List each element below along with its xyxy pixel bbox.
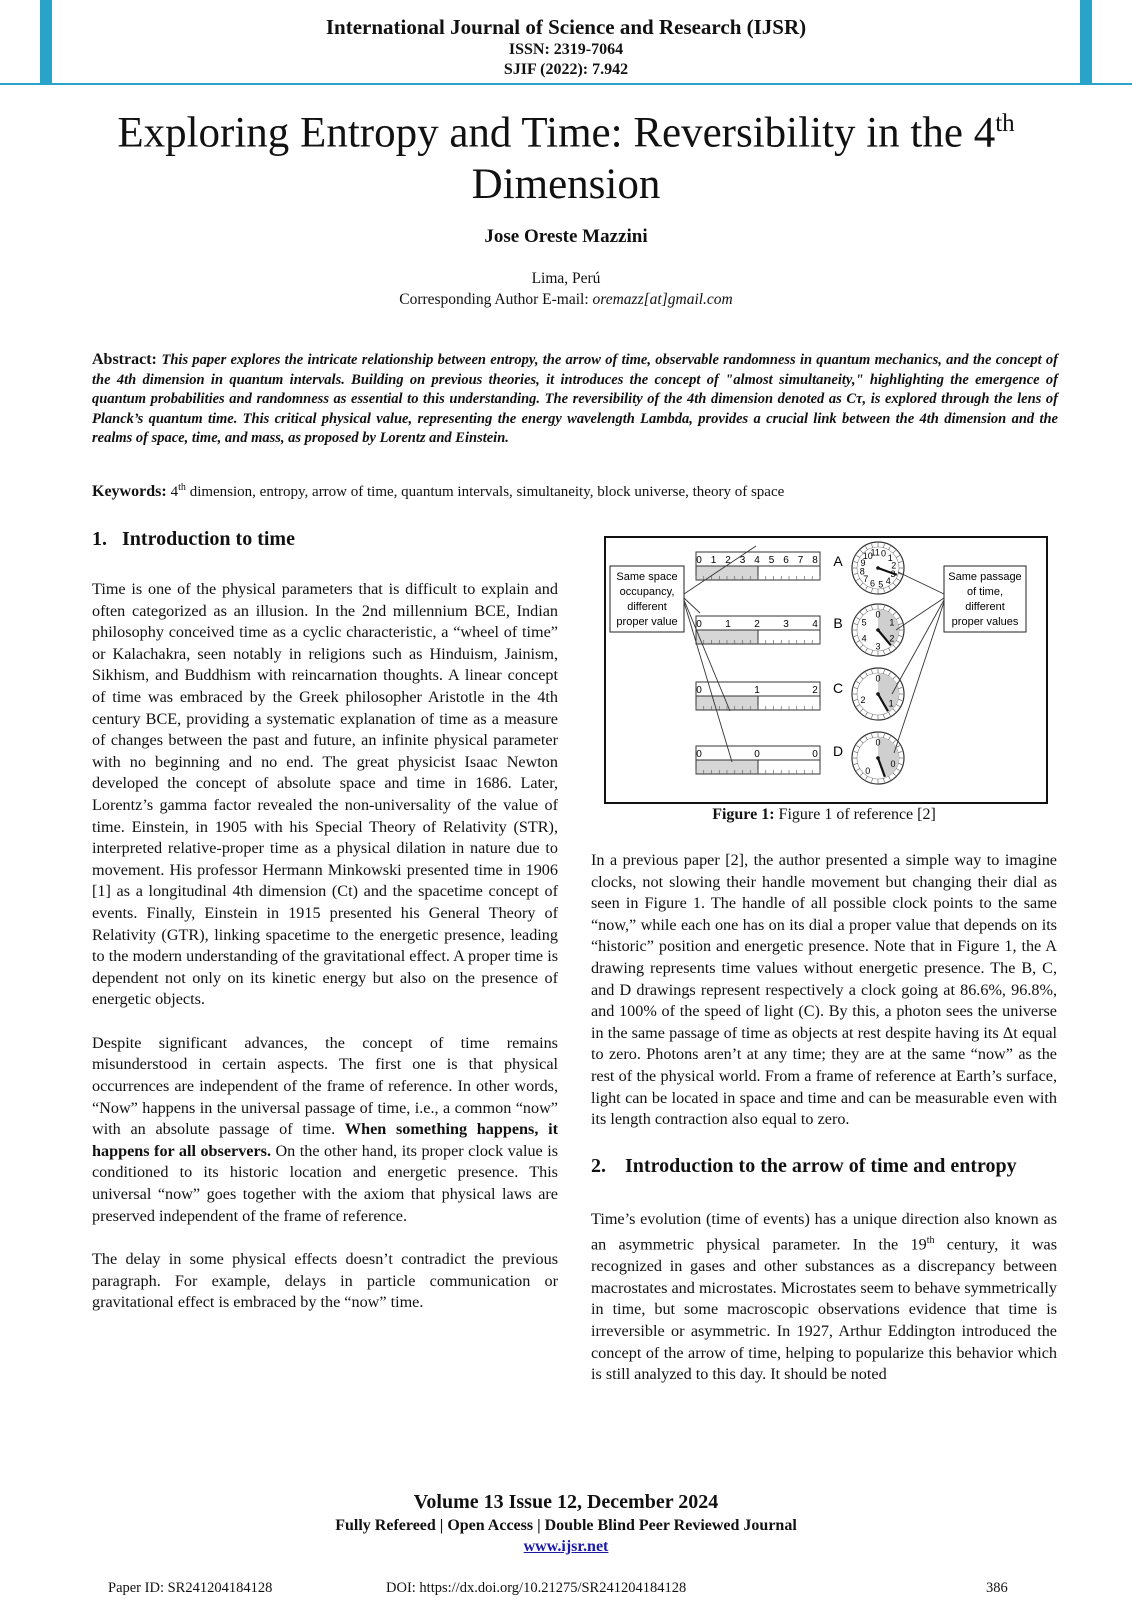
s2-part-b: century, it was recognized in gases and other substances as a discrepancy between macrostates and microstates. Microstates seem to behave symmetrically in time, but some macroscopic observations evidence that time is irreversible or asymmetric. In 1927, Arthur Eddington introduced the concept of the arrow of time, helping to popularize this behavior which is still analyzed to this day. It should be noted: [591, 1235, 1058, 1384]
ruler-a-label: 1: [710, 555, 717, 566]
keywords-text: dimension, entropy, arrow of time, quantum intervals, simultaneity, block universe, theory of space: [185, 484, 785, 500]
keywords-sup: th: [178, 482, 186, 493]
left-box-line-1: Same space: [616, 571, 678, 583]
dial-c-label: 0: [875, 673, 881, 684]
ruler-c-label: 0: [696, 685, 702, 696]
email-link[interactable]: oremazz[at]gmail.com: [592, 291, 733, 308]
left-box-line-2: occupancy,: [619, 586, 675, 598]
rulers: [696, 552, 820, 774]
journal-sjif: SJIF (2022): 7.942: [503, 61, 629, 78]
section2-heading: [591, 1153, 1057, 1179]
ruler-d-label: 0: [696, 749, 702, 760]
affiliation: [0, 268, 1132, 310]
ruler-b-label: 3: [783, 619, 789, 630]
row-label-b: B: [833, 615, 843, 631]
right-label-box: [944, 566, 1026, 632]
dial-b-label: 2: [889, 633, 895, 644]
journal-issn: ISSN: 2319-7064: [508, 41, 624, 58]
left-column: [92, 526, 558, 1336]
dial-a-label: 2: [891, 560, 897, 571]
footer: [0, 1490, 1132, 1557]
right-box-line-2: of time,: [966, 586, 1004, 598]
right-paragraph-1: In a previous paper [2], the author presented a simple way to imagine clocks, not slowing their handle movement but changing their dial as seen in Figure 1. The handle of all possible clock points to the same “now,” while each one has on its dial a proper value that depends on its “historic” position and energetic presence. Note that in Figure 1, the A drawing represents time values without energetic presence. The B, C, and D drawings represent respectively a clock going at 86.6%, 96.8%, and 100% of the speed of light (C). By this, a photon sees the universe in the same passage of time as objects at rest despite having its Δt equal to zero. Photons aren’t at any time; they are at the same “now” as the rest of the physical world. From a frame of reference at Earth’s surface, light can be located in space and time and can be measurable even with its length contraction also equal to zero.: [591, 851, 1057, 1129]
ruler-a-label: 6: [783, 555, 789, 566]
author-email-line: [0, 289, 1132, 310]
dial-b-label: 1: [889, 617, 895, 628]
ruler-d-label: 0: [754, 749, 760, 760]
dial-a-label: 0: [880, 548, 886, 559]
right-box-line-4: proper values: [951, 616, 1019, 628]
dial-d: [852, 732, 904, 784]
keywords: [92, 482, 1058, 501]
ruler-c-label: 1: [754, 685, 760, 696]
title-part1: Exploring Entropy and Time: Reversibility in the 4: [117, 109, 996, 157]
dial-c-label: 2: [860, 694, 866, 705]
dial-a-label: 7: [863, 573, 869, 584]
p2-part-c: On the other hand, its proper clock value is conditioned to its historic location and energetic presence. This universal “now” goes together with the axiom that physical laws are preserved independent of the frame of reference.: [92, 1141, 558, 1225]
section1-title: Introduction to time: [122, 528, 295, 550]
dial-a-label: 5: [878, 579, 884, 590]
title-sup: th: [995, 110, 1015, 137]
dial-c: [852, 668, 904, 720]
dial-a-label: 1: [887, 553, 893, 564]
dial-a-label: 9: [860, 558, 866, 569]
doi-link[interactable]: DOI: https://dx.doi.org/10.21275/SR241204184128: [386, 1580, 687, 1596]
dial-a-label: 10: [862, 551, 873, 562]
row-label-d: D: [832, 743, 844, 759]
row-label-a: A: [833, 553, 843, 569]
paper-title: [60, 98, 1072, 211]
email-label: Corresponding Author E-mail:: [399, 291, 593, 308]
section1-paragraph-1: Time is one of the physical parameters that is difficult to explain and often categorized as an illusion. In the 2nd millennium BCE, Indian philosophy conceived time as a cyclic characteristic, a “wheel of time” or Kalachakra, seen notably in religions such as Hinduism, Jainism, Sikhism, and Buddhism with reincarnation thoughts. A linear concept of time was embraced by the Greek philosopher Aristotle in the 4th century BCE, providing a systematic explanation of time as a measure of changes between the past and future, an infinite physical parameter with no beginning and no end. The great physicist Isaac Newton developed the concept of absolute space and time in 1686. Later, Lorentz’s gamma factor revealed the non-universality of the value of time. Einstein, in 1905 with his Special Theory of Relativity (STR), interpreted relative-proper time as a physical dilation in nature due to movement. His professor Hermann Minkowski presented time in 1906 [1] as a longitudinal 4th dimension (Ct) and the spacetime concept of events. Finally, Einstein in 1915 presented his General Theory of Relativity (GTR), linking spacetime to the energetic presence, leading to the modern understanding of the gravitational effect. A proper time is dependent not only on its kinetic energy but also on the presence of energetic objects.: [92, 580, 558, 1009]
figure-1-caption: [591, 806, 1057, 824]
dial-d-label: 0: [865, 765, 871, 776]
p2-part-a: Despite significant advances, the concept of time remains misunderstood in certain aspects. The first one is that physical occurrences are independent of the frame of reference. In other words, “Now” happens in the universal passage of time, i.e., a common “now” with an absolute passage of time.: [92, 1033, 558, 1139]
ruler-a-label: 7: [797, 555, 804, 566]
ruler-a-label: 8: [812, 555, 818, 566]
s2-part-a: Time’s evolution (time of events) has a unique direction also known as an asymmetric physical parameter. In the 19: [591, 1209, 1057, 1254]
section1-paragraph-2: [92, 1033, 558, 1227]
figure-caption-text: Figure 1 of reference [2]: [774, 806, 936, 823]
row-letters: [833, 553, 843, 759]
dial-a-label: 8: [859, 566, 865, 577]
ruler-d-label: 0: [812, 749, 818, 760]
ruler-b-label: 0: [696, 619, 702, 630]
ruler-b-label: 2: [754, 619, 760, 630]
section1-paragraph-3: The delay in some physical effects doesn’t contradict the previous paragraph. For example, delays in particle communication or gravitational effect is embraced by the “now” time.: [92, 1250, 558, 1312]
section1-heading: [92, 526, 558, 552]
p2-bold: When something happens, it happens for all observers.: [92, 1120, 558, 1160]
ruler-a-label: 0: [696, 555, 702, 566]
section2-paragraph-1: [591, 1209, 1057, 1386]
abstract: [92, 350, 1058, 449]
footer-site-link[interactable]: www.ijsr.net: [523, 1538, 609, 1555]
ruler-a-label: 5: [768, 555, 775, 566]
section2-title: Introduction to the arrow of time and entropy: [625, 1154, 1017, 1177]
title-part2: Dimension: [471, 161, 661, 209]
author-location: Lima, Perú: [531, 270, 601, 287]
s2-sup: th: [926, 1235, 935, 1247]
page-number: 386: [986, 1580, 1008, 1596]
figure-1-drawing: [606, 538, 1046, 802]
keywords-label: Keywords:: [92, 483, 171, 500]
dial-a-label: 6: [870, 578, 876, 589]
dial-a: [852, 542, 904, 594]
section2-num: 2.: [591, 1154, 606, 1177]
dial-d-label: 0: [875, 737, 881, 748]
dial-b-label: 3: [875, 641, 881, 652]
ruler-c-label: 2: [812, 685, 818, 696]
abstract-text: This paper explores the intricate relationship between entropy, the arrow of time, observable randomness in quantum mechanics, and the concept of the 4th dimension in quantum intervals. Building on previous theories, it introduces the concept of "almost simultaneity," highlighting the emergence of quantum probabilities and randomness as essential to this understanding. The reversibility of the 4th dimension denoted as Cτ, is explored through the lens of Planck’s quantum time. This critical physical value, representing the energy wavelength Lambda, provides a crucial link between the 4th dimension and the realms of space, time, and mass, as proposed by Lorentz and Einstein.: [92, 352, 1058, 447]
ruler-a-label: 3: [739, 555, 746, 566]
row-label-c: C: [832, 680, 844, 696]
footer-volume: Volume 13 Issue 12, December 2024: [413, 1491, 719, 1513]
dial-b-label: 5: [861, 617, 867, 628]
left-box-line-4: proper value: [616, 616, 678, 628]
section1-num: 1.: [92, 528, 107, 550]
abstract-label: Abstract:: [92, 351, 162, 368]
right-box-line-3: different: [965, 601, 1005, 613]
footer-refereed: Fully Refereed | Open Access | Double Blind Peer Reviewed Journal: [335, 1517, 797, 1534]
left-label-box: [610, 566, 684, 632]
header-rule: [0, 83, 1132, 85]
author-name: Jose Oreste Mazzini: [484, 226, 648, 247]
ruler-a-label: 4: [754, 555, 760, 566]
ruler-b-label: 1: [725, 619, 731, 630]
ruler-a: [696, 552, 820, 580]
dial-a-label: 4: [885, 575, 891, 586]
ruler-b: [696, 616, 820, 644]
left-box-line-3: different: [627, 601, 667, 613]
dial-a-label: 11: [870, 547, 880, 558]
dial-d-label: 0: [890, 758, 896, 769]
ruler-d: [696, 746, 820, 774]
journal-name: International Journal of Science and Research (IJSR): [325, 15, 807, 39]
keywords-pre: 4: [170, 484, 179, 500]
figure-caption-label: Figure 1:: [712, 806, 775, 823]
dial-b-label: 4: [861, 633, 867, 644]
right-column: [591, 850, 1057, 1408]
ruler-b-label: 4: [812, 619, 818, 630]
ruler-a-label: 2: [725, 555, 731, 566]
dial-c-label: 1: [888, 698, 894, 709]
journal-header: [0, 14, 1132, 80]
dial-b-label: 0: [875, 609, 881, 620]
paper-id: Paper ID: SR241204184128: [108, 1580, 273, 1596]
right-box-line-1: Same passage: [948, 571, 1022, 583]
ruler-c: [696, 682, 820, 710]
figure-1: [604, 536, 1048, 804]
